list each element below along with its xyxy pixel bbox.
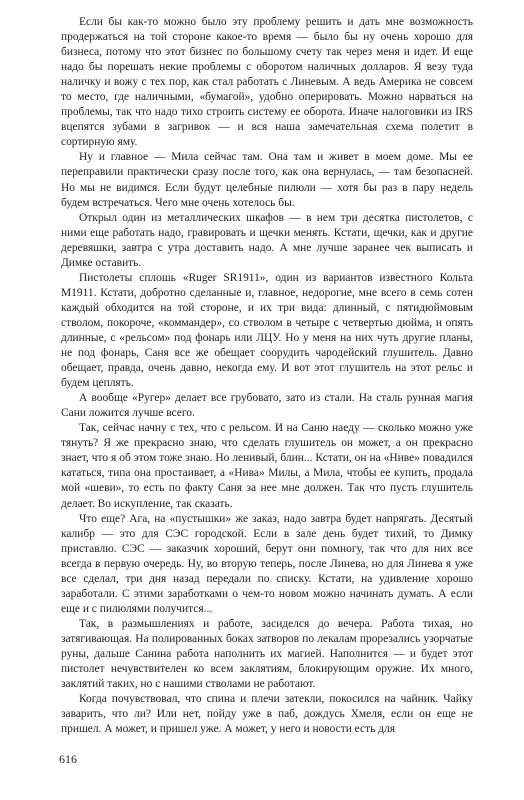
paragraph: Если бы как-то можно было эту проблему решить и дать мне возможность продержаться на той стороне какое-то время — было бы ну очень хорошо для бизнеса, потому что этот бизнес по большому счету так через меня и идет. И еще надо бы порешать некие проблемы с оборотом наличных долларов. Я везу туда наличку и вожу с тех пор, как стал работать с Линевым. А ведь Америка не совсем то место, где наличными, «бумагой», удобно оперировать. Можно нарваться на проблемы, так что надо тихо строить систему ее оборота. Иначе налоговики из IRS вцепятся зубами в загривок — и вся наша замечательная схема полетит в сортирную яму. [61, 16, 473, 149]
paragraph: Так, в размышлениях и работе, засиделся до вечера. Работа тихая, но затягивающая. На полированных боках затворов по лекалам прорезались узорчатые руны, дальше Санина работа наполнить их магией. Наполнится — и будет этот пистолет нечувствителен ко всем заклятиям, блокирующим оружие. Их много, заклятий таких, но с нашими стволами не работают. [61, 617, 473, 691]
paragraph: Ну и главное — Мила сейчас там. Она там и живет в моем доме. Мы ее переправили практически сразу после того, как она вернулась, — там безопасней. Но мы не видимся. Если будут целебные пилюли — хотя бы раз в пару недель будем встречаться. Чего мне очень хотелось бы. [61, 151, 473, 209]
paragraph: Когда почувствовал, что спина и плечи затекли, покосился на чайник. Чайку заварить, что ли? Или нет, пойду уже в паб, дождусь Хмеля, если он еще не пришел. А может, и пришел уже. А может, у него и новости есть для [61, 693, 473, 736]
page-text-body [61, 15, 473, 737]
paragraph: Открыл один из металлических шкафов — в нем три десятка пистолетов, с ними еще работать надо, гравировать и щечки менять. Кстати, щечки, как и другие деревяшки, завтра с утра доставить надо. А мне лучше заранее чек выписать и Димке оставить. [61, 211, 473, 269]
paragraph: Что еще? Ага, на «пустышки» же заказ, надо завтра будет напрягать. Десятый калибр — это для СЭС городской. Если в зале день будет тихий, то Димку приставлю. СЭС — заказчик хороший, берут они помногу, так что для них все всегда в первую очередь. Ну, во вторую теперь, после Линева, но для Линева я уже все сделал, три дня назад передали по списку. Кстати, на удивление хорошо заработали. С этими заработками о чем-то новом можно начинать думать. А если еще и с пилюлями получится... [61, 512, 473, 615]
paragraph: Пистолеты сплошь «Ruger SR1911», один из вариантов известного Кольта M1911. Кстати, добротно сделанные и, главное, недорогие, мне всего в семь сотен каждый обходится на той стороне, и их три вида: длинный, с пятидюймовым стволом, покороче, «коммандер», со стволом в четыре с четвертью дюйма, и опять длинные, с «рельсом» под фонарь или ЛЦУ. Но у меня на них чуть другие планы, не под фонарь, Саня все же обещает соорудить чародейский глушитель. Давно обещает, правда, очень давно, некогда ему. И вот этот глушитель на этот рельс и будем цеплять. [61, 271, 473, 390]
paragraph: А вообще «Ругер» делает все грубовато, зато из стали. На сталь рунная магия Сани ложится лучше всего. [61, 392, 473, 420]
paragraph: Так, сейчас начну с тех, что с рельсом. И на Саню наеду — сколько можно уже тянуть? Я же прекрасно знаю, что сделать глушитель он может, а он прекрасно знает, что я об этом тоже знаю. Но ленивый, блин... Кстати, он на «Ниве» повадился кататься, типа она простаивает, а «Нива» Милы, а Мила, чтобы ее купить, продала мой «шеви», то есть по факту Саня за нее мне должен. Так что пусть глушитель делает. Во искупление, так сказать. [61, 422, 473, 510]
page-number: 616 [59, 752, 77, 766]
